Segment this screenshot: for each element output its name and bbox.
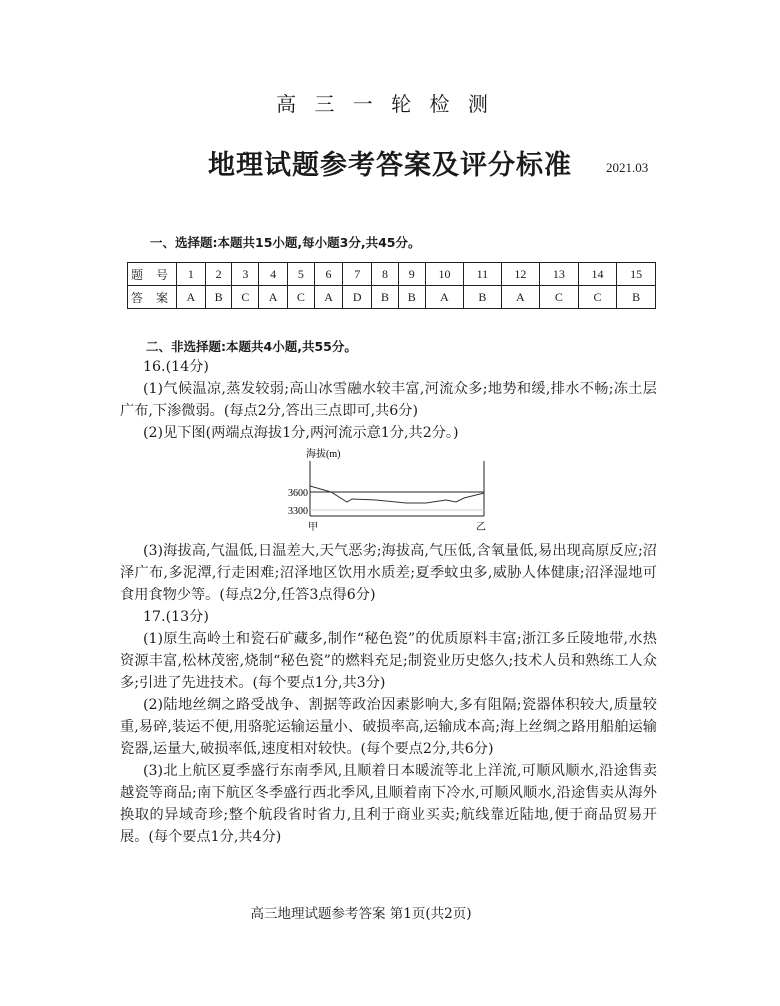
question-number: 11 bbox=[464, 263, 501, 286]
question-number: 6 bbox=[314, 263, 343, 286]
question-number: 9 bbox=[398, 263, 425, 286]
table-row-answers bbox=[128, 286, 656, 309]
answer-cell: A bbox=[314, 286, 343, 309]
q16-part1: (1)气候温凉,蒸发较弱;高山冰雪融水较丰富,河流众多;地势和缓,排水不畅;冻土层广布,下渗微弱。(每点2分,答出三点即可,共6分) bbox=[120, 381, 657, 419]
question-number: 13 bbox=[540, 263, 579, 286]
answer-cell: C bbox=[540, 286, 579, 309]
figure-ylabel: 海拔(m) bbox=[306, 449, 341, 460]
q17-title: 17.(13分) bbox=[143, 609, 209, 625]
answer-cell: A bbox=[425, 286, 464, 309]
page-title: 地理试题参考答案及评分标准 bbox=[208, 150, 572, 181]
answer-cell: A bbox=[259, 286, 288, 309]
tick-3600: 3600 bbox=[288, 488, 308, 499]
exam-name: 高 三 一 轮 检 测 bbox=[276, 92, 494, 116]
point-jia: 甲 bbox=[308, 522, 318, 533]
question-number: 4 bbox=[259, 263, 288, 286]
q16-answer bbox=[120, 356, 657, 444]
question-number: 3 bbox=[232, 263, 259, 286]
question-number: 15 bbox=[617, 263, 656, 286]
point-yi: 乙 bbox=[476, 522, 486, 533]
question-number: 5 bbox=[287, 263, 314, 286]
q17-part1: (1)原生高岭土和瓷石矿藏多,制作“秘色瓷”的优质原料丰富;浙江多丘陵地带,水热资源丰富,松林茂密,烧制“秘色瓷”的燃料充足;制瓷业历史悠久;技术人员和熟练工人众多;引进了先进技术。(每个要点1分,共3分) bbox=[120, 631, 657, 691]
question-number: 12 bbox=[501, 263, 540, 286]
question-number: 7 bbox=[343, 263, 372, 286]
question-number: 14 bbox=[578, 263, 617, 286]
section2-heading: 二、非选择题:本题共4小题,共55分。 bbox=[146, 339, 357, 354]
q16-part3: (3)海拔高,气温低,日温差大,天气恶劣;海拔高,气压低,含氧量低,易出现高原反应;沼泽广布,多泥潭,行走困难;沼泽地区饮用水质差;夏季蚊虫多,威胁人体健康;沼泽湿地可食用食物少等。(每点2分,任答3点得6分) bbox=[120, 543, 657, 603]
elevation-profile-figure bbox=[288, 447, 496, 533]
page-footer: 高三地理试题参考答案 第1页(共2页) bbox=[250, 906, 472, 922]
tick-3300: 3300 bbox=[288, 506, 308, 517]
row-label: 题 号 bbox=[128, 263, 177, 286]
table-row-numbers bbox=[128, 263, 656, 286]
answer-cell: B bbox=[617, 286, 656, 309]
answer-cell: B bbox=[205, 286, 232, 309]
q17-part2: (2)陆地丝绸之路受战争、割据等政治因素影响大,多有阻隔;瓷器体积较大,质量较重,易碎,装运不便,用骆驼运输运量小、破损率高,运输成本高;海上丝绸之路用船舶运输瓷器,运量大,破损率低,速度相对较快。(每个要点2分,共6分) bbox=[120, 697, 657, 757]
answer-cell: C bbox=[232, 286, 259, 309]
answer-table bbox=[127, 262, 656, 309]
answer-cell: B bbox=[398, 286, 425, 309]
q16-title: 16.(14分) bbox=[143, 359, 209, 375]
answer-cell: A bbox=[501, 286, 540, 309]
answer-cell: D bbox=[343, 286, 372, 309]
answer-cell: C bbox=[578, 286, 617, 309]
answer-cell: B bbox=[372, 286, 399, 309]
section1-heading: 一、选择题:本题共15小题,每小题3分,共45分。 bbox=[150, 235, 421, 250]
q17-part3: (3)北上航区夏季盛行东南季风,且顺着日本暖流等北上洋流,可顺风顺水,沿途售卖越瓷等商品;南下航区冬季盛行西北季风,且顺着南下冷水,可顺风顺水,沿途售卖从海外换取的异域奇珍;整个航段省时省力,且利于商业买卖;航线靠近陆地,便于商品贸易开展。(每个要点1分,共4分) bbox=[120, 763, 657, 845]
exam-date: 2021.03 bbox=[606, 160, 649, 175]
question-number: 1 bbox=[177, 263, 206, 286]
answer-cell: C bbox=[287, 286, 314, 309]
q16-part2: (2)见下图(两端点海拔1分,两河流示意1分,共2分。) bbox=[143, 425, 459, 441]
q16-17-answer bbox=[120, 540, 657, 848]
question-number: 10 bbox=[425, 263, 464, 286]
answer-cell: B bbox=[464, 286, 501, 309]
terrain-profile bbox=[310, 486, 484, 503]
question-number: 2 bbox=[205, 263, 232, 286]
row-label: 答 案 bbox=[128, 286, 177, 309]
answer-cell: A bbox=[177, 286, 206, 309]
question-number: 8 bbox=[372, 263, 399, 286]
